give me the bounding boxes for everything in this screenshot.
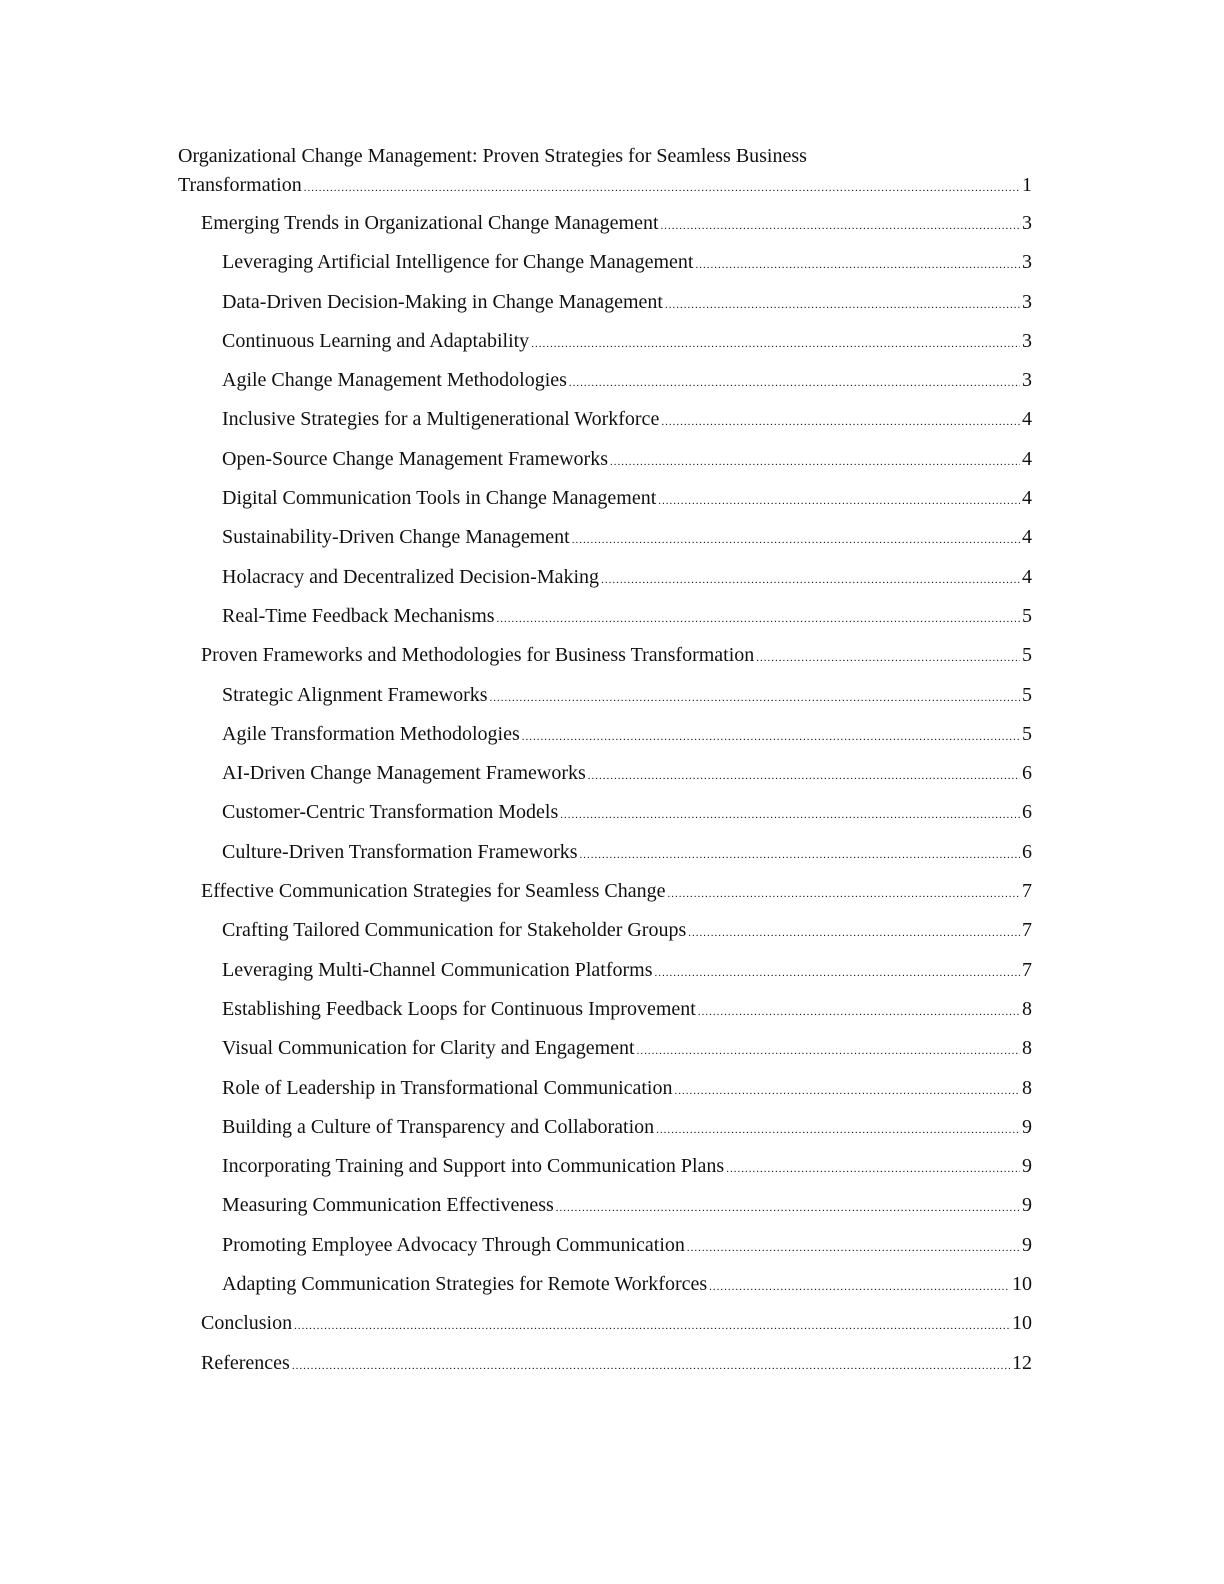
dot-leader <box>687 1229 1020 1268</box>
toc-entry[interactable] <box>178 911 1032 950</box>
toc-page-number: 3 <box>1022 290 1032 313</box>
toc-page-number: 12 <box>1012 1351 1032 1374</box>
toc-entry-title: Emerging Trends in Organizational Change Management <box>201 212 659 234</box>
toc-page-number: 8 <box>1022 1076 1032 1099</box>
toc-page-number: 3 <box>1022 251 1032 274</box>
toc-entry-title: Establishing Feedback Loops for Continuous Improvement <box>222 997 696 1020</box>
toc-entry-title: References <box>201 1351 290 1374</box>
dot-leader <box>654 954 1020 993</box>
toc-entry-title: Leveraging Artificial Intelligence for Change Management <box>222 251 694 274</box>
dot-leader <box>637 1032 1020 1071</box>
toc-entry[interactable] <box>178 440 1032 479</box>
toc-entry[interactable] <box>178 636 1032 675</box>
toc-page-number: 3 <box>1022 212 1032 234</box>
toc-entry-title: Conclusion <box>201 1312 293 1335</box>
table-of-contents <box>178 142 1032 1383</box>
toc-entry-title: Incorporating Training and Support into Communication Plans <box>222 1155 725 1178</box>
toc-page-number: 9 <box>1022 1194 1032 1217</box>
dot-leader <box>490 679 1020 718</box>
toc-entry[interactable] <box>178 1069 1032 1108</box>
dot-leader <box>292 1347 1010 1386</box>
dot-leader <box>304 174 1020 203</box>
toc-page-number: 3 <box>1022 369 1032 392</box>
toc-page-number: 9 <box>1022 1115 1032 1138</box>
toc-entry-title: Customer-Centric Transformation Models <box>222 801 559 824</box>
toc-entry[interactable] <box>178 1147 1032 1186</box>
toc-entry[interactable] <box>178 1226 1032 1265</box>
toc-entry[interactable] <box>178 833 1032 872</box>
toc-page-number: 5 <box>1022 604 1032 627</box>
toc-entry-title: Real-Time Feedback Mechanisms <box>222 604 495 627</box>
toc-entry[interactable] <box>178 322 1032 361</box>
dot-leader <box>668 875 1020 914</box>
dot-leader <box>560 796 1020 835</box>
dot-leader <box>661 207 1020 246</box>
dot-leader <box>497 600 1020 639</box>
dot-leader <box>726 1150 1020 1189</box>
dot-leader <box>656 1111 1020 1150</box>
toc-page-number: 4 <box>1022 526 1032 549</box>
toc-entry[interactable] <box>178 793 1032 832</box>
toc-page-number: 7 <box>1022 880 1032 903</box>
toc-entry-title: Agile Transformation Methodologies <box>222 722 520 745</box>
dot-leader <box>695 246 1020 285</box>
toc-entry[interactable] <box>178 754 1032 793</box>
toc-page-number: 6 <box>1022 840 1032 863</box>
dot-leader <box>294 1307 1010 1346</box>
dot-leader <box>531 325 1020 364</box>
toc-entry-title: Agile Change Management Methodologies <box>222 369 567 392</box>
toc-entry-title: Holacracy and Decentralized Decision-Making <box>222 565 600 588</box>
toc-entry-title: Open-Source Change Management Frameworks <box>222 447 608 470</box>
toc-title-line1: Organizational Change Management: Proven Strategies for Seamless Business <box>178 145 807 167</box>
toc-entries <box>178 204 1032 1383</box>
toc-page-number: 8 <box>1022 1037 1032 1060</box>
toc-entry[interactable] <box>178 1029 1032 1068</box>
toc-entry-title: Culture-Driven Transformation Frameworks <box>222 840 578 863</box>
toc-page-number: 5 <box>1022 644 1032 667</box>
toc-page-number: 6 <box>1022 762 1032 785</box>
toc-page-number: 7 <box>1022 919 1032 942</box>
toc-entry[interactable] <box>178 1344 1032 1383</box>
toc-entry-title: Crafting Tailored Communication for Stakeholder Groups <box>222 919 687 942</box>
toc-entry[interactable] <box>178 400 1032 439</box>
dot-leader <box>522 718 1020 757</box>
toc-page-number: 9 <box>1022 1155 1032 1178</box>
toc-page-number: 5 <box>1022 722 1032 745</box>
toc-entry[interactable] <box>178 715 1032 754</box>
toc-entry-title: Continuous Learning and Adaptability <box>222 329 530 352</box>
toc-entry-title: Inclusive Strategies for a Multigenerational Workforce <box>222 408 660 431</box>
toc-entry[interactable] <box>178 676 1032 715</box>
toc-entry-title: Proven Frameworks and Methodologies for Business Transformation <box>201 644 755 667</box>
toc-entry-title: Data-Driven Decision-Making in Change Management <box>222 290 663 313</box>
toc-page-number: 3 <box>1022 329 1032 352</box>
dot-leader <box>572 521 1020 560</box>
dot-leader <box>588 757 1020 796</box>
toc-entry[interactable] <box>178 361 1032 400</box>
dot-leader <box>688 914 1020 953</box>
toc-page-number: 8 <box>1022 997 1032 1020</box>
toc-entry[interactable] <box>178 990 1032 1029</box>
toc-entry[interactable] <box>178 283 1032 322</box>
toc-entry-title: Effective Communication Strategies for Seamless Change <box>201 880 666 903</box>
dot-leader <box>709 1268 1010 1307</box>
toc-page-number: 10 <box>1012 1312 1032 1335</box>
toc-entry[interactable] <box>178 479 1032 518</box>
toc-entry-title: Visual Communication for Clarity and Engagement <box>222 1037 635 1060</box>
toc-entry-title: Promoting Employee Advocacy Through Communication <box>222 1233 685 1256</box>
toc-entry[interactable] <box>178 951 1032 990</box>
dot-leader <box>556 1189 1020 1228</box>
toc-entry[interactable] <box>178 1108 1032 1147</box>
toc-page-number: 4 <box>1022 565 1032 588</box>
toc-page-number: 7 <box>1022 958 1032 981</box>
toc-entry-title: Leveraging Multi-Channel Communication Platforms <box>222 958 653 981</box>
toc-page-number: 10 <box>1012 1273 1032 1296</box>
dot-leader <box>580 836 1020 875</box>
dot-leader <box>665 286 1020 325</box>
toc-entry-title: Adapting Communication Strategies for Remote Workforces <box>222 1273 708 1296</box>
toc-entry-title: AI-Driven Change Management Frameworks <box>222 762 586 785</box>
toc-entry-title: Digital Communication Tools in Change Management <box>222 487 657 510</box>
toc-entry[interactable] <box>178 1265 1032 1304</box>
toc-page-number: 1 <box>1022 174 1032 196</box>
dot-leader <box>756 639 1020 678</box>
toc-entry-title: Strategic Alignment Frameworks <box>222 683 488 706</box>
toc-entry-main-title[interactable] <box>178 142 1032 200</box>
toc-entry-title: Measuring Communication Effectiveness <box>222 1194 554 1217</box>
toc-page-number: 4 <box>1022 447 1032 470</box>
dot-leader <box>569 364 1020 403</box>
toc-entry-title: Sustainability-Driven Change Management <box>222 526 570 549</box>
toc-entry[interactable] <box>178 518 1032 557</box>
dot-leader <box>661 403 1020 442</box>
toc-page-number: 4 <box>1022 487 1032 510</box>
toc-entry[interactable] <box>178 872 1032 911</box>
toc-page-number: 4 <box>1022 408 1032 431</box>
toc-page-number: 9 <box>1022 1233 1032 1256</box>
toc-entry[interactable] <box>178 204 1032 243</box>
dot-leader <box>658 482 1020 521</box>
toc-entry[interactable] <box>178 558 1032 597</box>
dot-leader <box>601 561 1020 600</box>
toc-entry[interactable] <box>178 597 1032 636</box>
toc-entry-title: Building a Culture of Transparency and Collaboration <box>222 1115 655 1138</box>
dot-leader <box>698 993 1020 1032</box>
toc-title-line2: Transformation <box>178 174 302 196</box>
toc-entry[interactable] <box>178 243 1032 282</box>
toc-entry[interactable] <box>178 1304 1032 1343</box>
toc-page-number: 5 <box>1022 683 1032 706</box>
toc-page-number: 6 <box>1022 801 1032 824</box>
dot-leader <box>610 443 1020 482</box>
dot-leader <box>675 1072 1021 1111</box>
toc-entry-title: Role of Leadership in Transformational Communication <box>222 1076 673 1099</box>
toc-entry[interactable] <box>178 1186 1032 1225</box>
